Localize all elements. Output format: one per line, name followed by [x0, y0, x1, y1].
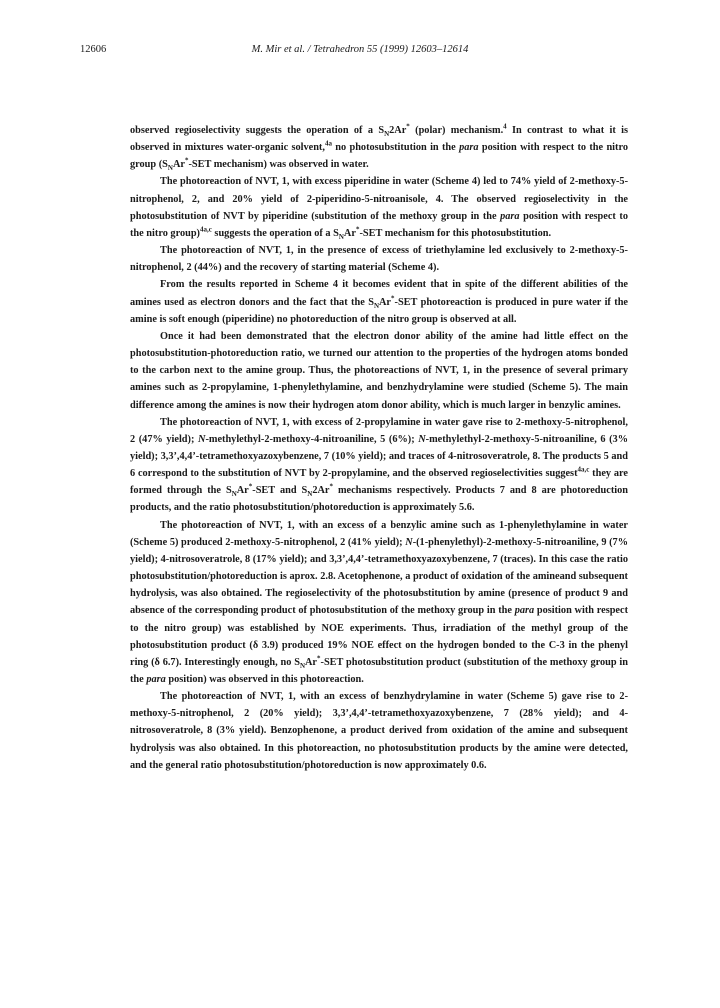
paragraph-6: The photoreaction of NVT, 1, with excess of 2-propylamine in water gave rise to 2-methoxy-5-nitrophenol, 2 (47% yield); N-methylethyl-2-methoxy-4-nitroaniline, 5 (6%); N-methylethyl-2-methoxy-5-nitroaniline, 6 (3% yield); 3,3’,4,4’-tetramethoxyazoxybenzene, 7 (10% yield); and traces of 4-nitrosoveratrole, 8. The products 5 and 6 correspond to the substitution of NVT by 2-propylamine, and the observed regioselectivities suggest$^{4a,c}$ they are formed through the $S_NAr^*$-SET and $S_N2Ar^*$ mechanisms respectively. Products 7 and 8 are photoreduction products, and the ratio photosubstitution/photoreduction is approximately 5.6. — [130, 416, 629, 514]
paragraph-3: The photoreaction of NVT, 1, in the presence of excess of triethylamine led exclusively to 2-methoxy-5-nitrophenol, 2 (44%) and the recovery of starting material (Scheme 4). — [130, 245, 628, 274]
paragraph-1: observed regioselectivity suggests the operation of a $S_N2Ar^*$ (polar) mechanism.$^4$ In contrast to what it is observed in mixtures water-organic solvent,$^{4a}$ no photosubstitution in the para position with respect to the nitro group ($S_NAr^*$-SET mechanism) was observed in water. — [130, 122, 628, 173]
paragraph-2: The photoreaction of NVT, 1, with excess piperidine in water (Scheme 4) led to 74% yield of 2-methoxy-5-nitrophenol, 2, and 20% yield of 2-piperidino-5-nitroanisole, 4. The observed regioselectivity in the photosubstitution of NVT by piperidine (substitution of the methoxy group in the para position with respect to the nitro group)$^{4a,c}$ suggests the operation of a $S_NAr^*$-SET mechanism for this photosubstitution. — [130, 176, 628, 241]
paragraph-4: From the results reported in Scheme 4 it becomes evident that in spite of the different abilities of the amines used as electron donors and the fact that the $S_NAr^*$-SET photoreaction is produced in pure water if the amine is soft enough (piperidine) no photoreduction of the nitro group is observed at all. — [130, 279, 629, 325]
paragraph-8: The photoreaction of NVT, 1, with an excess of benzhydrylamine in water (Scheme 5) gave rise to 2-methoxy-5-nitrophenol, 2 (20% yield); 3,3’,4,4’-tetramethoxyazoxybenzene, 7 (28% yield); and 4-nitrosoveratrole, 8 (3% yield). Benzophenone, a product derived from oxidation of the amine and subsequent hydrolysis was also obtained. In this photoreaction, no photosubstitution products by the amine were detected, and the general ratio photosubstitution/photoreduction is now approximately 0.6. — [130, 691, 628, 771]
page-number: 12606 — [80, 44, 107, 55]
article-body — [130, 122, 628, 774]
paragraph-7: The photoreaction of NVT, 1, with an excess of a benzylic amine such as 1-phenylethylamine in water (Scheme 5) produced 2-methoxy-5-nitrophenol, 2 (41% yield); N-(1-phenylethyl)-2-methoxy-5-nitroaniline, 9 (7% yield); 4-nitrosoveratrole, 8 (17% yield); and 3,3’,4,4’-tetramethoxyazoxybenzene, 7 (traces). In this case the ratio photosubstitution/photoreduction is aprox. 2.8. Acetophenone, a product of oxidation of the amineand subsequent hydrolysis, was also obtained. The regioselectivity of the photosubstitution by amine (presence of product 9 and absence of the corresponding product of photosubstitution of the methoxy group in the para position with respect to the nitro group) was established by NOE experiments. Thus, irradiation of the methyl group of the photosubstitution product (δ 3.9) produced 19% NOE effect on the hydrogen bonded to the C-3 in the phenyl ring (δ 6.7). Interestingly enough, no $S_NAr^*$-SET photosubstitution product (substitution of the methoxy group in the para position) was observed in this photoreaction. — [130, 519, 628, 685]
running-title: M. Mir et al. / Tetrahedron 55 (1999) 12603–12614 — [251, 44, 469, 55]
page-header — [80, 44, 640, 60]
paragraph-5: Once it had been demonstrated that the electron donor ability of the amine had little effect on the photosubstitution-photoreduction ratio, we turned our attention to the properties of the hydrogen atoms bonded to the carbon next to the amine group. Thus, the photoreactions of NVT, 1, in the presence of several primary amines such as 2-propylamine, 1-phenylethylamine, and benzhydrylamine were studied (Scheme 5). The main difference among the amines is now their hydrogen atom donor ability, which is much larger in benzylic amines. — [130, 330, 628, 411]
